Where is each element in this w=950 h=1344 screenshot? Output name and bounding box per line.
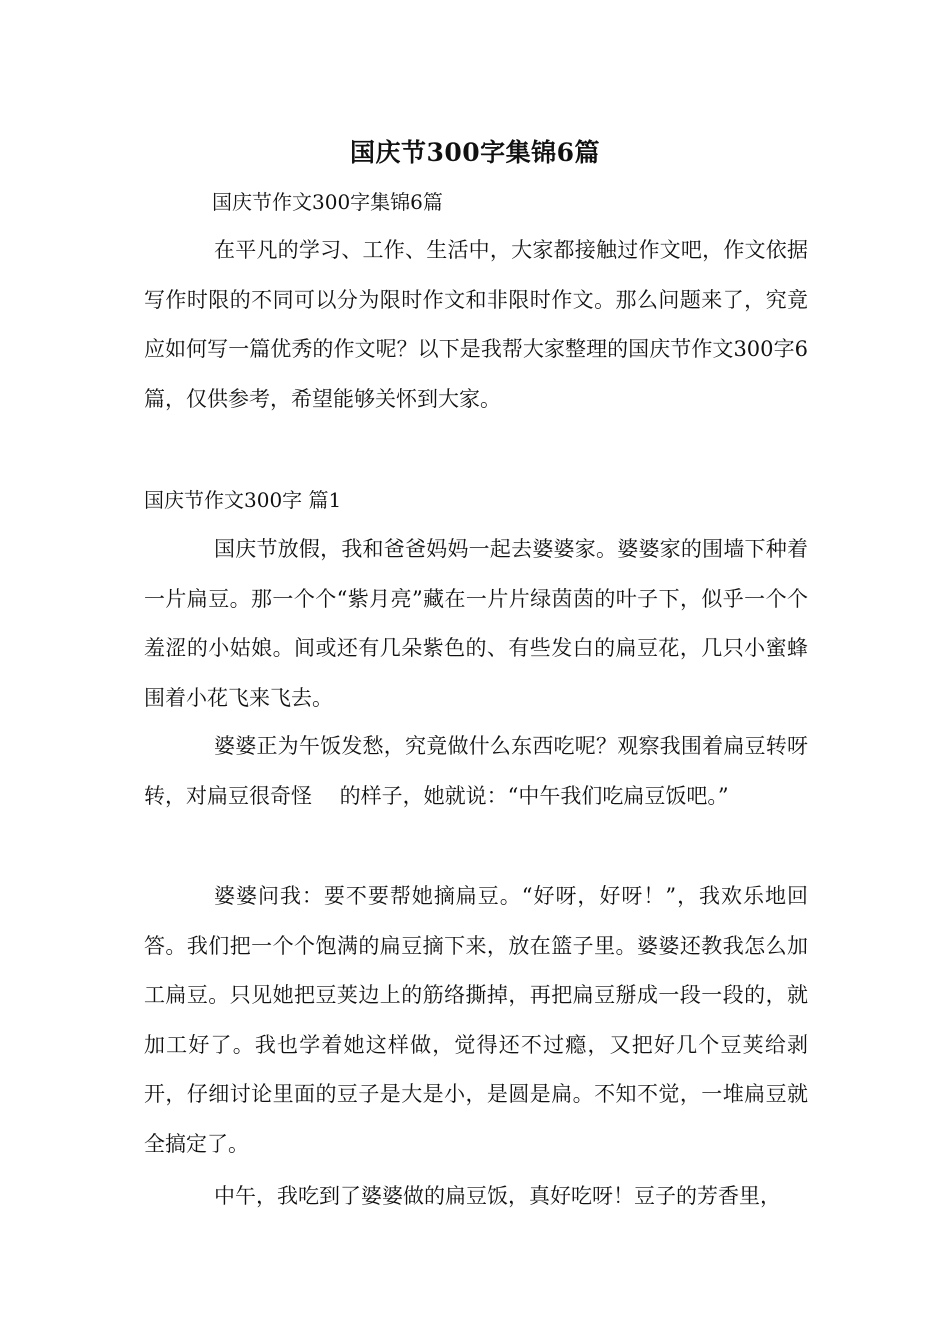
section-heading: 国庆节作文300字 篇1 <box>144 488 342 512</box>
intro-paragraph: 在平凡的学习、工作、生活中，大家都接触过作文吧，作文依据写作时限的不同可以分为限时作文和非限时作文。那么问题来了，究竟应如何写一篇优秀的作文呢？以下是我帮大家整理的国庆节作文300字6篇，仅供参考，希望能够关怀到大家。 <box>144 238 808 411</box>
body-paragraph: 国庆节放假，我和爸爸妈妈一起去婆婆家。婆婆家的围墙下种着一片扁豆。那一个个“紫月亮”藏在一片片绿茵茵的叶子下，似乎一个个羞涩的小姑娘。间或还有几朵紫色的、有些发白的扁豆花，几只小蜜蜂围着小花飞来飞去。 <box>144 537 808 710</box>
document-subtitle: 国庆节作文300字集锦6篇 <box>212 190 443 214</box>
document-title: 国庆节300字集锦6篇 <box>349 138 601 167</box>
body-paragraph: 中午，我吃到了婆婆做的扁豆饭，真好吃呀！豆子的芳香里， <box>214 1184 781 1208</box>
body-paragraph: 婆婆正为午饭发愁，究竟做什么东西吃呢？观察我围着扁豆转呀转，对扁豆很奇怪 的样子，她就说：“中午我们吃扁豆饭吧。” <box>144 734 808 808</box>
body-paragraph: 婆婆问我：要不要帮她摘扁豆。“好呀，好呀！”，我欢乐地回答。我们把一个个饱满的扁豆摘下来，放在篮子里。婆婆还教我怎么加工扁豆。只见她把豆荚边上的筋络撕掉，再把扁豆掰成一段一段的，就加工好了。我也学着她这样做，觉得还不过瘾，又把好几个豆荚给剥开，仔细讨论里面的豆子是大是小，是圆是扁。不知不觉，一堆扁豆就全搞定了。 <box>144 884 808 1156</box>
